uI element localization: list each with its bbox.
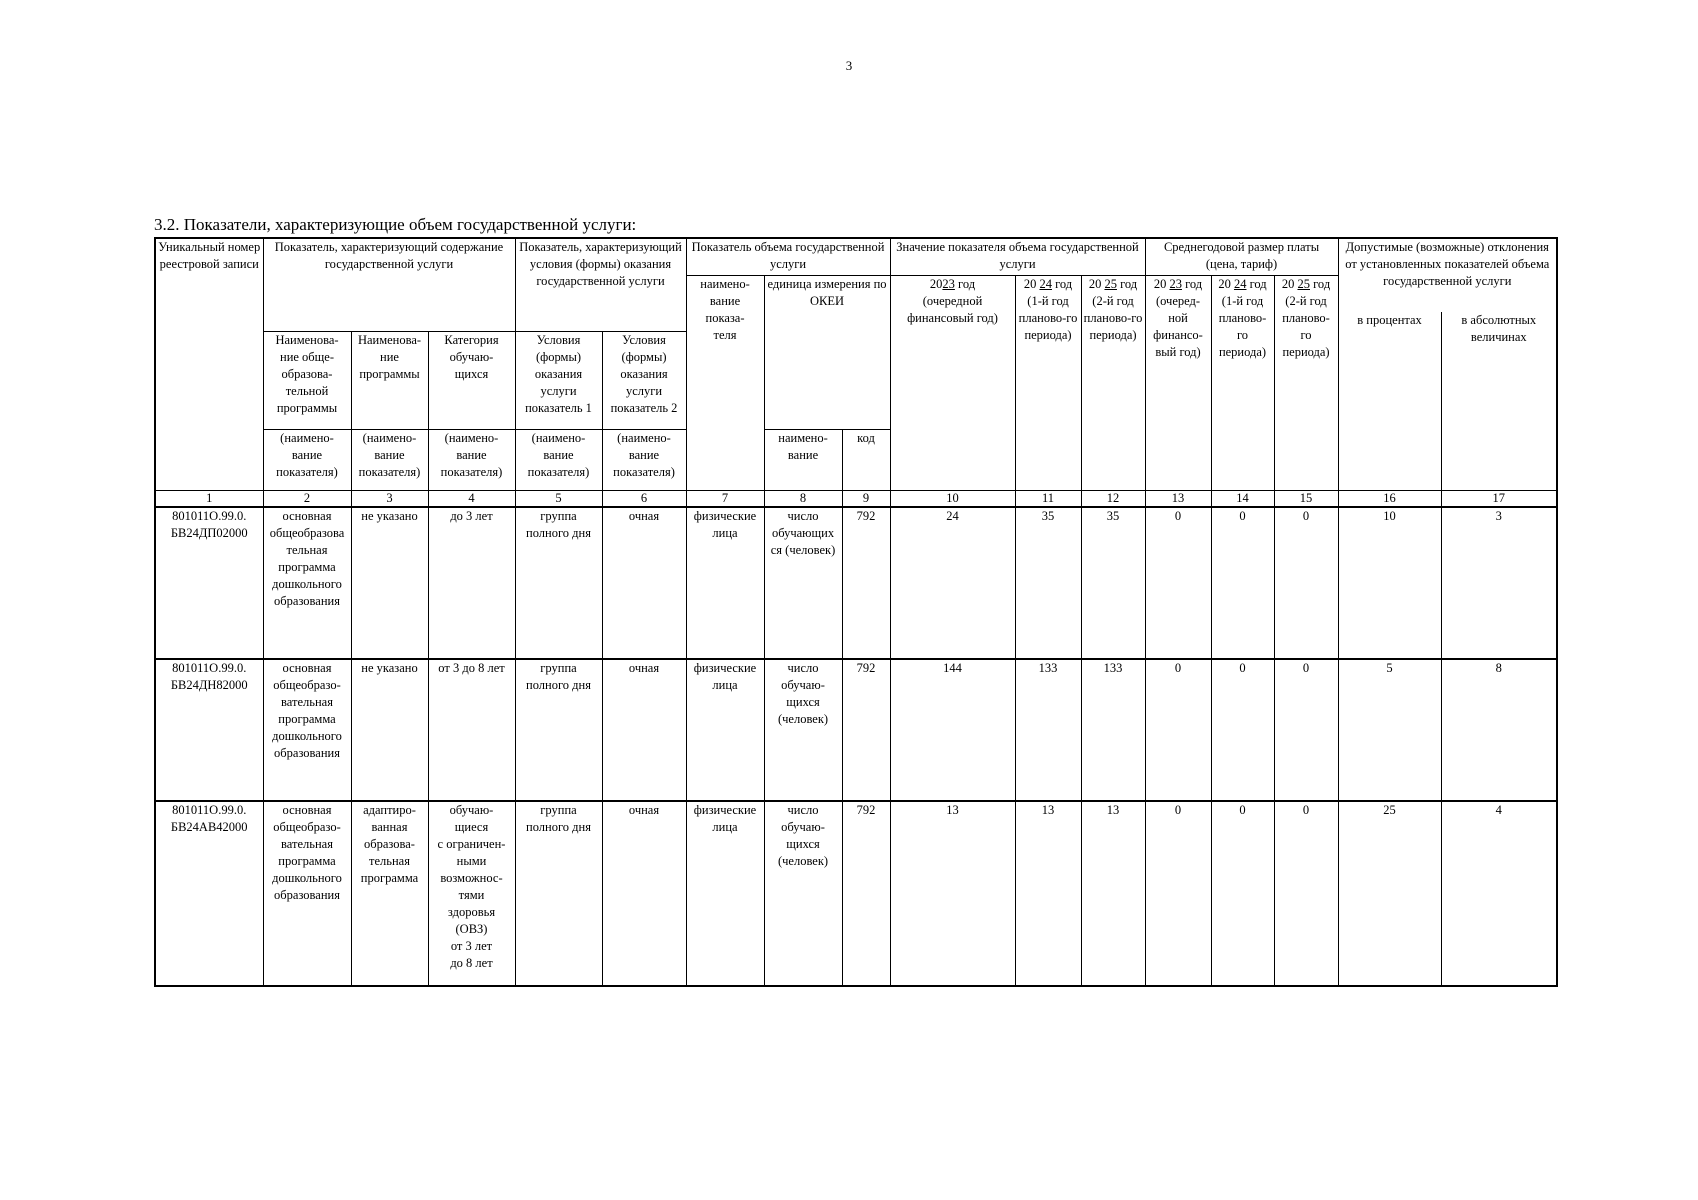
header-volume-indicator: Показатель объема государственной услуги xyxy=(686,238,890,275)
column-number: 12 xyxy=(1081,490,1145,507)
fee-2024: 0 xyxy=(1211,659,1274,801)
header-content-indicator: Показатель, характеризующий содержание государственной услуги xyxy=(263,238,515,331)
column-number: 10 xyxy=(890,490,1015,507)
subheader-unit-code: код xyxy=(842,429,890,490)
column-number: 11 xyxy=(1015,490,1081,507)
deviation-absolute: 4 xyxy=(1441,801,1557,986)
student-category: обучаю- щиеся с ограничен- ными возможнос- тями здоровья (ОВЗ) от 3 лет до 8 лет xyxy=(428,801,515,986)
header-year-2024 xyxy=(1015,275,1081,490)
condition-1: группа полного дня xyxy=(515,659,602,801)
column-number: 15 xyxy=(1274,490,1338,507)
year-2023-desc: (очередной финансовый год) xyxy=(907,293,998,325)
header-indicator-name: наимено- вание показа- теля xyxy=(686,275,764,490)
student-category: до 3 лет xyxy=(428,507,515,659)
deviation-percent: 5 xyxy=(1338,659,1441,801)
header-year-2025 xyxy=(1081,275,1145,490)
fee-2023: 0 xyxy=(1145,659,1211,801)
condition-2: очная xyxy=(602,659,686,801)
header-unique-number: Уникальный номер реестровой записи xyxy=(155,238,263,331)
deviation-absolute: 8 xyxy=(1441,659,1557,801)
section-title: 3.2. Показатели, характеризующие объем государственной услуги: xyxy=(154,215,637,234)
column-numbers-row xyxy=(155,490,1557,507)
column-number: 17 xyxy=(1441,490,1557,507)
program-name: не указано xyxy=(351,659,428,801)
subheader-unit-name: наимено- вание xyxy=(764,429,842,490)
header-fee-2024 xyxy=(1211,275,1274,490)
header-year-2023 xyxy=(890,275,1015,490)
indicator-name-label: (наимено- вание показателя) xyxy=(428,429,515,490)
fee-2023: 0 xyxy=(1145,507,1211,659)
header-allowed-deviations: Допустимые (возможные) отклонения от установленных показателей объема государственной услуги xyxy=(1338,238,1557,312)
column-number: 14 xyxy=(1211,490,1274,507)
indicator-name-label: (наимено- вание показателя) xyxy=(263,429,351,490)
subheader-condition-1: Условия (формы) оказания услуги показатель 1 xyxy=(515,331,602,429)
fee-2023: 0 xyxy=(1145,801,1211,986)
indicator-name: физические лица xyxy=(686,801,764,986)
registry-number: 801011О.99.0. БВ24АВ42000 xyxy=(155,801,263,986)
fee-2025-desc: (2-й год планово- го периода) xyxy=(1282,293,1330,359)
value-2023: 13 xyxy=(890,801,1015,986)
registry-number: 801011О.99.0. БВ24ДП02000 xyxy=(155,507,263,659)
value-2024: 133 xyxy=(1015,659,1081,801)
header-in-absolute: в абсолютных величинах xyxy=(1441,312,1557,490)
indicator-name-label: (наимено- вание показателя) xyxy=(515,429,602,490)
fee-2024: 0 xyxy=(1211,507,1274,659)
year-2024: 24 xyxy=(1039,276,1052,291)
year-prefix: 20 xyxy=(1281,276,1295,291)
value-2025: 13 xyxy=(1081,801,1145,986)
fee-2024: 0 xyxy=(1211,801,1274,986)
header-okei-unit: единица измерения по ОКЕИ xyxy=(764,275,890,312)
year-2025-desc: (2-й год планово-го периода) xyxy=(1083,293,1143,342)
year-2023: 23 xyxy=(942,276,955,291)
year-suffix: год xyxy=(1313,276,1331,291)
header-volume-value: Значение показателя объема государственной услуги xyxy=(890,238,1145,275)
value-2025: 133 xyxy=(1081,659,1145,801)
value-2024: 13 xyxy=(1015,801,1081,986)
condition-2: очная xyxy=(602,801,686,986)
column-number: 3 xyxy=(351,490,428,507)
header-fee-2023 xyxy=(1145,275,1211,490)
deviation-percent: 25 xyxy=(1338,801,1441,986)
fee-year-2023: 23 xyxy=(1169,276,1182,291)
value-2023: 24 xyxy=(890,507,1015,659)
header-fee-2025 xyxy=(1274,275,1338,490)
page-number: 3 xyxy=(845,58,853,73)
column-number: 7 xyxy=(686,490,764,507)
unit-name: число обучаю- щихся (человек) xyxy=(764,659,842,801)
unit-code: 792 xyxy=(842,659,890,801)
deviation-percent: 10 xyxy=(1338,507,1441,659)
subheader-student-category: Категория обучаю- щихся xyxy=(428,331,515,429)
column-number: 2 xyxy=(263,490,351,507)
subheader-condition-2: Условия (формы) оказания услуги показатель 2 xyxy=(602,331,686,429)
indicator-name-label: (наимено- вание показателя) xyxy=(602,429,686,490)
indicator-name: физические лица xyxy=(686,507,764,659)
program-type: основная общеобразова тельная программа дошкольного образования xyxy=(263,507,351,659)
unit-name: число обучающих ся (человек) xyxy=(764,507,842,659)
student-category: от 3 до 8 лет xyxy=(428,659,515,801)
volume-indicators-table xyxy=(154,237,1558,987)
year-prefix: 20 xyxy=(1023,276,1037,291)
header-conditions-indicator: Показатель, характеризующий условия (формы) оказания государственной услуги xyxy=(515,238,686,331)
table-row xyxy=(155,659,1557,801)
year-suffix: год xyxy=(1249,276,1267,291)
fee-2025: 0 xyxy=(1274,801,1338,986)
header-row-1 xyxy=(155,238,1557,275)
column-number: 16 xyxy=(1338,490,1441,507)
fee-2023-desc: (очеред- ной финансо- вый год) xyxy=(1153,293,1203,359)
column-number: 4 xyxy=(428,490,515,507)
header-in-percent: в процентах xyxy=(1338,312,1441,490)
year-suffix: год xyxy=(1185,276,1203,291)
condition-1: группа полного дня xyxy=(515,801,602,986)
registry-number: 801011О.99.0. БВ24ДН82000 xyxy=(155,659,263,801)
table-row xyxy=(155,801,1557,986)
year-prefix: 20 xyxy=(1088,276,1102,291)
year-prefix: 20 xyxy=(1218,276,1231,291)
header-average-fee: Среднегодовой размер платы (цена, тариф) xyxy=(1145,238,1338,275)
program-name: не указано xyxy=(351,507,428,659)
fee-year-2025: 25 xyxy=(1297,276,1310,291)
program-name: адаптиро- ванная образова- тельная программа xyxy=(351,801,428,986)
year-2025: 25 xyxy=(1104,276,1117,291)
program-type: основная общеобразо- вательная программа дошкольного образования xyxy=(263,659,351,801)
year-2024-desc: (1-й год планово-го периода) xyxy=(1018,293,1078,342)
column-number: 1 xyxy=(155,490,263,507)
unit-name: число обучаю- щихся (человек) xyxy=(764,801,842,986)
fee-2025: 0 xyxy=(1274,659,1338,801)
column-number: 13 xyxy=(1145,490,1211,507)
column-number: 8 xyxy=(764,490,842,507)
year-suffix: год xyxy=(958,276,976,291)
year-prefix: 20 xyxy=(1153,276,1167,291)
unit-code: 792 xyxy=(842,801,890,986)
program-type: основная общеобразо- вательная программа дошкольного образования xyxy=(263,801,351,986)
unit-code: 792 xyxy=(842,507,890,659)
column-number: 6 xyxy=(602,490,686,507)
indicator-name: физические лица xyxy=(686,659,764,801)
subheader-program-name: Наименова- ние программы xyxy=(351,331,428,429)
year-suffix: год xyxy=(1120,276,1138,291)
condition-1: группа полного дня xyxy=(515,507,602,659)
condition-2: очная xyxy=(602,507,686,659)
table-row xyxy=(155,507,1557,659)
year-prefix: 20 xyxy=(929,276,943,291)
column-number: 5 xyxy=(515,490,602,507)
fee-2024-desc: (1-й год планово- го периода) xyxy=(1218,293,1267,359)
column-number: 9 xyxy=(842,490,890,507)
deviation-absolute: 3 xyxy=(1441,507,1557,659)
year-suffix: год xyxy=(1055,276,1073,291)
value-2025: 35 xyxy=(1081,507,1145,659)
value-2023: 144 xyxy=(890,659,1015,801)
indicator-name-label: (наимено- вание показателя) xyxy=(351,429,428,490)
value-2024: 35 xyxy=(1015,507,1081,659)
fee-year-2024: 24 xyxy=(1233,276,1247,291)
fee-2025: 0 xyxy=(1274,507,1338,659)
subheader-program-type: Наименова- ние обще- образова- тельной программы xyxy=(263,331,351,429)
